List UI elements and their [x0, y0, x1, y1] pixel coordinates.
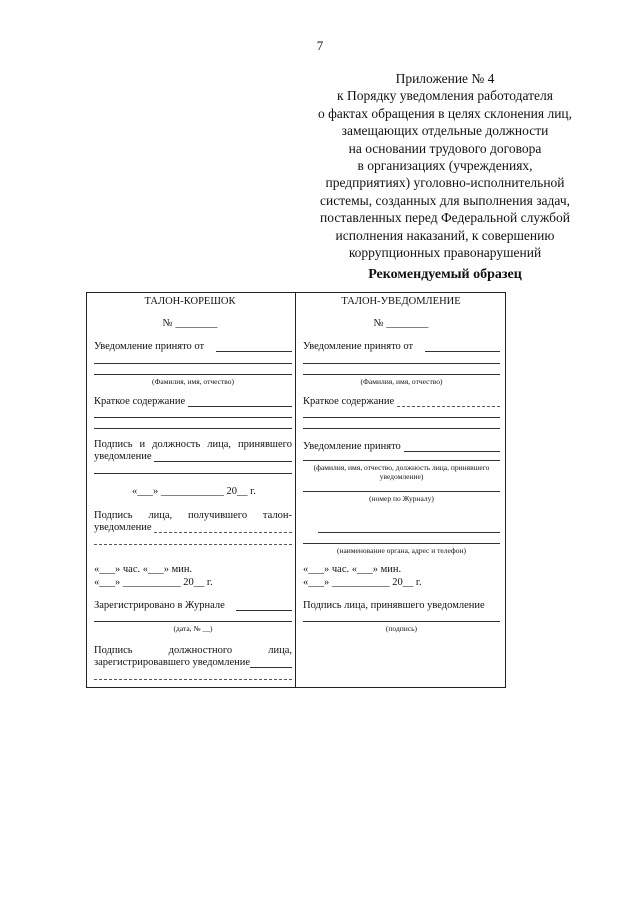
- left-received-from-field-3[interactable]: [94, 374, 292, 375]
- left-official-label-line2: зарегистрировавшего уведомление: [94, 657, 250, 668]
- left-date-2[interactable]: «___» ___________ 20__ г.: [94, 577, 213, 588]
- left-recipient-label-line2: уведомление: [94, 522, 152, 533]
- left-official-field[interactable]: [250, 667, 292, 668]
- right-accepted-field[interactable]: [404, 451, 500, 452]
- left-time[interactable]: «___» час. «___» мин.: [94, 564, 193, 575]
- appendix-line: системы, созданных для выполнения задач,: [319, 192, 571, 208]
- appendix-line: коррупционных правонарушений: [348, 245, 542, 261]
- page-number: 7: [316, 38, 324, 53]
- right-received-from-field-2[interactable]: [303, 363, 500, 364]
- right-org-caption: (наименование органа, адрес и телефон): [336, 546, 467, 555]
- left-signature-field[interactable]: [154, 461, 292, 462]
- word: принявшего: [238, 439, 292, 450]
- left-registration-caption: (дата, № __): [173, 624, 213, 633]
- left-signature-label-line1: [94, 439, 292, 451]
- appendix-line: в организациях (учреждениях,: [357, 158, 533, 174]
- left-summary-field-3[interactable]: [94, 428, 292, 429]
- word: лица,: [268, 645, 292, 656]
- right-org-field-2[interactable]: [303, 543, 500, 544]
- word: и: [139, 439, 146, 450]
- recommended-sample-title: Рекомендуемый образец: [368, 267, 522, 282]
- left-registered-field-2[interactable]: [94, 621, 292, 622]
- right-received-from-field[interactable]: [425, 351, 500, 352]
- word: Подпись: [94, 510, 133, 521]
- left-received-from-field[interactable]: [216, 351, 292, 352]
- appendix-line: исполнения наказаний, к совершению: [335, 227, 555, 243]
- left-official-field-2[interactable]: [94, 679, 292, 680]
- word: талон-: [262, 510, 292, 521]
- left-title: ТАЛОН-КОРЕШОК: [144, 296, 236, 307]
- right-received-from-field-3[interactable]: [303, 374, 500, 375]
- left-official-label-line1: [94, 645, 292, 657]
- form-divider: [295, 292, 296, 688]
- right-accepted-label: Уведомление принято: [303, 441, 401, 452]
- left-registered-label: Зарегистрировано в Журнале: [94, 600, 225, 611]
- left-date[interactable]: «___» ____________ 20__ г.: [132, 486, 256, 497]
- right-signature-caption: (подпись): [385, 624, 418, 633]
- left-summary-label: Краткое содержание: [94, 396, 186, 407]
- left-number: № ________: [162, 318, 218, 329]
- appendix-line: поставленных перед Федеральной службой: [320, 210, 570, 226]
- appendix-line: на основании трудового договора: [348, 140, 542, 156]
- right-accepted-caption-1: (фамилия, имя, отчество, должность лица, принявшего: [313, 463, 490, 472]
- left-registered-field[interactable]: [236, 610, 292, 611]
- right-org-field[interactable]: [318, 532, 500, 533]
- left-recipient-field-2[interactable]: [94, 544, 292, 545]
- word: лица,: [207, 439, 232, 450]
- left-signature-field-2[interactable]: [94, 473, 292, 474]
- right-date[interactable]: «___» ___________ 20__ г.: [303, 577, 422, 588]
- word: лица,: [148, 510, 173, 521]
- left-summary-field[interactable]: [188, 406, 292, 407]
- right-accepted-field-2[interactable]: [303, 460, 500, 461]
- left-received-from-field-2[interactable]: [94, 363, 292, 364]
- appendix-line: предприятиях) уголовно-исполнительной: [325, 175, 565, 191]
- word: должность: [152, 439, 201, 450]
- word: получившего: [187, 510, 248, 521]
- right-title: ТАЛОН-УВЕДОМЛЕНИЕ: [341, 296, 461, 307]
- left-recipient-field[interactable]: [154, 532, 292, 533]
- left-received-from-label: Уведомление принято от: [94, 341, 205, 352]
- right-journal-caption: (номер по Журналу): [369, 494, 434, 503]
- word: Подпись: [94, 439, 133, 450]
- word: Подпись: [94, 645, 133, 656]
- right-summary-field-3[interactable]: [303, 428, 500, 429]
- appendix-heading: [300, 70, 590, 261]
- right-fio-caption: (Фамилия, имя, отчество): [360, 377, 443, 386]
- right-signature-label: Подпись лица, принявшего уведомление: [303, 600, 485, 611]
- left-recipient-label-line1: [94, 510, 292, 522]
- left-summary-field-2[interactable]: [94, 417, 292, 418]
- right-summary-field[interactable]: [397, 406, 500, 407]
- word: должностного: [168, 645, 233, 656]
- right-summary-field-2[interactable]: [303, 417, 500, 418]
- right-journal-field[interactable]: [303, 491, 500, 492]
- appendix-line: Приложение № 4: [395, 71, 495, 86]
- right-number: № ________: [373, 318, 429, 329]
- appendix-line: о фактах обращения в целях склонения лиц,: [317, 105, 573, 121]
- right-received-from-label: Уведомление принято от: [303, 341, 414, 352]
- right-signature-field[interactable]: [303, 621, 500, 622]
- right-summary-label: Краткое содержание: [303, 396, 395, 407]
- left-fio-caption: (Фамилия, имя, отчество): [152, 377, 234, 386]
- right-time[interactable]: «___» час. «___» мин.: [303, 564, 402, 575]
- right-accepted-caption-2: уведомление): [379, 472, 424, 481]
- appendix-line: к Порядку уведомления работодателя: [337, 88, 553, 104]
- left-signature-label-line2: уведомление: [94, 451, 152, 462]
- appendix-line: замещающих отдельные должности: [341, 123, 549, 139]
